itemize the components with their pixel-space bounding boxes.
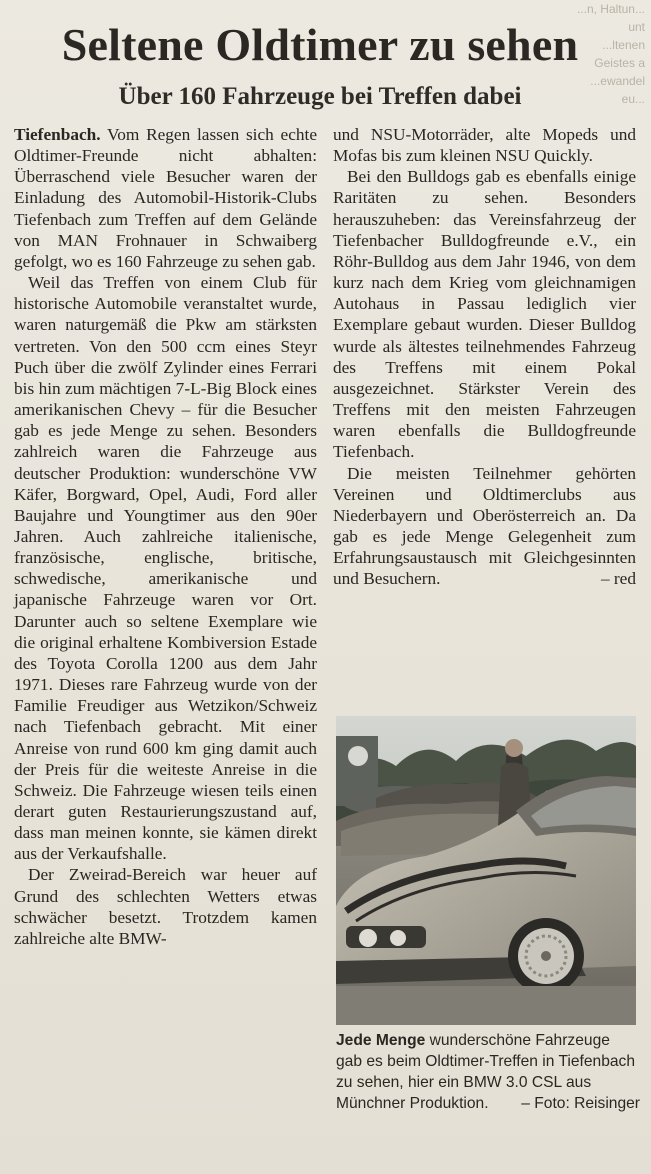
caption-text [336,1030,640,1114]
car-photo-icon [336,716,636,1025]
photo-credit: – Foto: Reisinger [521,1095,640,1112]
article-paragraph: Der Zweirad-Bereich war heuer auf Grund des schlechten Wetters etwas schwächer besetzt. Trotzdem kamen zahlreiche alte BMW- [14,865,317,948]
paragraph-text: Vom Regen lassen sich echte Oldtimer-Freunde nicht abhalten: Überraschend viele Besucher waren der Einladung des Automobil-Historik-Clubs Tiefenbach zum Treffen auf dem Gelände von MAN Frohnauer in Schwaiberg gefolgt, wo es 160 Fahrzeuge zu sehen gab. [14,125,317,271]
article-column-right [333,124,636,589]
article-paragraph [14,124,317,272]
caption-lead: Jede Menge [336,1032,426,1049]
headline: Seltene Oldtimer zu sehen [61,19,579,70]
subheadline: Über 160 Fahrzeuge bei Treffen dabei [118,83,522,110]
paragraph-text: Die meisten Teilnehmer gehörten Vereinen und Oldtimerclubs aus Niederbayern und Oberösterreich an. Da gab es jede Menge Gelegenheit zum Erfahrungsaustausch mit Gleichgesinnten und Besuchern. [333,463,636,589]
bleed-line: ...ltenen Geistes a [594,38,645,70]
dateline: Tiefenbach. [14,125,101,144]
article-paragraph [333,463,636,590]
article-paragraph: und NSU-Motorräder, alte Mopeds und Mofas bis zum kleinen NSU Quickly. [333,125,636,166]
bleed-line: ...n, Haltun... unt [576,2,645,34]
car-photo [336,716,636,1025]
photo-caption [336,1030,640,1114]
author-signature: – red [600,569,636,589]
article-paragraph: Bei den Bulldogs gab es ebenfalls einige Raritäten zu sehen. Besonders herauszuheben: das Vereinsfahrzeug der Tiefenbacher Bulldogfreunde e.V., ein Röhr-Bulldog aus dem Jahr 1946, von dem kurz nach dem Krieg vom gleichnamigen Autohaus in Passau lediglich vier Exemplare gebaut wurden. Dieser Bulldog wurde als ältestes teilnehmendes Fahrzeug des Treffens mit einem Pokal ausgezeichnet. Stärkster Verein des Treffens mit den meisten Fahrzeugen waren ebenfalls die Bulldogfreunde Tiefenbach. [333,167,636,462]
article-paragraph: Weil das Treffen von einem Club für historische Automobile veranstaltet wurde, waren naturgemäß die Pkw am stärksten vertreten. Von den 500 ccm eines Steyr Puch über die zwölf Zylinder eines Ferrari bis hin zum mächtigen 7-L-Big Block eines amerikanischen Chevy – für die Besucher gab es jede Menge zu sehen. Besonders zahlreich waren die Fahrzeuge aus deutscher Produktion: wunderschöne VW Käfer, Borgward, Opel, Audi, Ford aller Baujahre und Youngtimer aus den 90er Jahren. Auch zahlreiche italienische, französische, englische, britische, schwedische, amerikanische und japanische Fahrzeuge waren vor Ort. Darunter auch so seltene Exemplare wie die original erhaltene Kombiversion Estade des Toyota Corolla 1200 aus dem Jahr 1971. Dieses rare Fahrzeug wurde von der Familie Freudiger aus Wetzikon/Schweiz nach Tiefenbach gebracht. Mit einer Anreise von rund 600 km ging damit auch der Preis für die weiteste Anreise in die Schweiz. Die Fahrzeuge wiesen teils einen derart guten Restaurierungszustand auf, dass man meinen konnte, sie kämen direkt aus der Verkaufshalle. [14,273,317,864]
article-column-left [14,124,317,949]
bleed-line: ...ewandel eu... [590,74,645,106]
caption-body: wunderschöne Fahrzeuge gab es beim Oldtimer-Treffen in Tiefenbach zu sehen, hier ein BMW 3.0 CSL aus Münchner Produktion. [336,1032,636,1112]
